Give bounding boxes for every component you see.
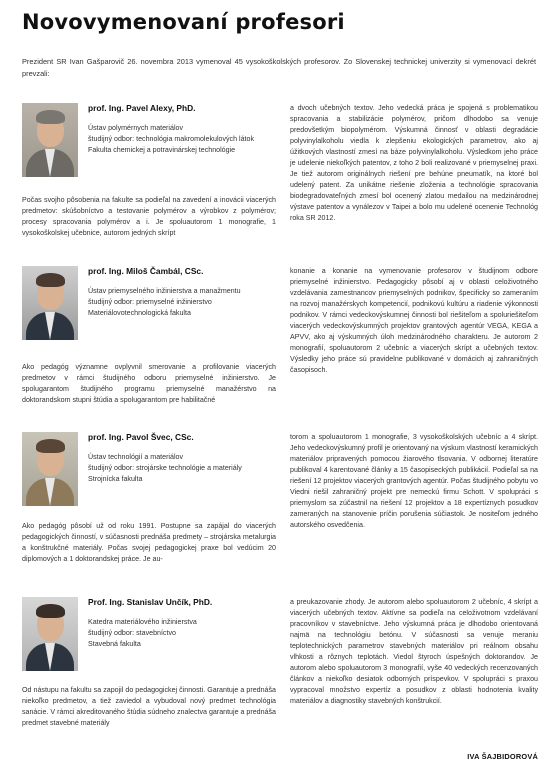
page-title: Novovymenovaní profesori bbox=[22, 10, 345, 34]
profile-name: Prof. Ing. Stanislav Unčík, PhD. bbox=[88, 597, 213, 607]
department: Ústav technológií a materiálov bbox=[88, 453, 184, 461]
profile-name: prof. Ing. Miloš Čambál, CSc. bbox=[88, 266, 204, 276]
faculty: Materiálovotechnologická fakulta bbox=[88, 308, 191, 317]
profile-text-left: Ako pedagóg pôsobí už od roku 1991. Postupne sa zapájal do viacerých pedagogických činností, v súčasnosti prednáša predmety – strojárska metalurgia a konštrukčné materiály. Počas svojej pedagogickej praxe bol vedúcim 20 diplomových a 1 doktorandskej práce. Je au- bbox=[22, 522, 276, 563]
author-credit: IVA ŠAJBIDOROVÁ bbox=[467, 752, 538, 761]
study-field: študijný odbor: stavebníctvo bbox=[88, 628, 176, 637]
portrait-photo bbox=[22, 597, 78, 671]
department: Ústav polymérnych materiálov bbox=[88, 124, 184, 132]
profile-name: prof. Ing. Pavel Alexy, PhD. bbox=[88, 103, 196, 113]
profile-section-svec bbox=[22, 432, 538, 582]
portrait-photo bbox=[22, 432, 78, 506]
profile-text-left: Od nástupu na fakultu sa zapojil do pedagogickej činnosti. Garantuje a prednáša niekoľko predmetov, a tiež zaviedol a vybudoval nový predmet technológia sanácie. V rámci akreditovaného štúdia súdneho znalectva garantuje a prednáša predmet stavebné materiály bbox=[22, 686, 276, 727]
study-field: študijný odbor: strojárske technológie a materiály bbox=[88, 463, 242, 472]
profile-section-uncik bbox=[22, 597, 538, 747]
profile-text-left: Počas svojho pôsobenia na fakulte sa podieľal na zavedení a inovácii viacerých predmetov: skúšobníctvo a testovanie polymérov a výrobkov z polymérov; procesy spracovania polymérov a i. Je spoluautorom 1 monografie, 1 vysokoškolskej učebnice, autorom jedných skrípt bbox=[22, 196, 276, 237]
portrait-photo bbox=[22, 103, 78, 177]
profile-section-cambal bbox=[22, 266, 538, 416]
department: Katedra materiálového inžinierstva bbox=[88, 618, 197, 626]
faculty: Stavebná fakulta bbox=[88, 639, 141, 648]
profile-affiliation bbox=[88, 286, 278, 318]
profile-section-alexy bbox=[22, 103, 538, 253]
profile-text-right: torom a spoluautorom 1 monografie, 3 vysokoškolských učebníc a 4 skrípt. Jeho vedeckovýskumný profil je orientovaný na výskum vlastností keramických materiálov pripravených pomocou žiarového tlsovania. V odbornej literatúre publikoval 4 karentované články a 15 časopiseckých publikácií. Podieľal sa na riešení 12 projektov viacerých grantových agentúr. Počas študijného pobytu vo Viedni riešil zahraničný projekt pre nemeckú firmu Schott. V spolupráci s priemyslom sa zúčastnil na riešení 12 projektov a 18 expertíznych posudkov zameraných na stanovenie príčin porušenia súčiastok. Je nositeľom jedného autorského osvedčenia. bbox=[290, 433, 538, 529]
portrait-photo bbox=[22, 266, 78, 340]
profile-affiliation bbox=[88, 452, 278, 484]
profile-name: prof. Ing. Pavol Švec, CSc. bbox=[88, 432, 194, 442]
study-field: študijný odbor: technológia makromolekulových látok bbox=[88, 134, 255, 143]
department: Ústav priemyselného inžinierstva a manažmentu bbox=[88, 287, 241, 295]
faculty: Fakulta chemickej a potravinárskej technológie bbox=[88, 145, 236, 154]
profile-text-left: Ako pedagóg významne ovplyvnil smerovanie a profilovanie viacerých predmetov v rámci študijného odboru priemyselné inžinierstvo. Je spolugarantom študijného programu priemyselné manažérstvo na doktorandskom stupni štúdia a spolugarantom pre habilitačné bbox=[22, 363, 276, 404]
profile-affiliation bbox=[88, 617, 278, 649]
profile-text-right: a preukazovanie zhody. Je autorom alebo spoluautorom 2 učebníc, 4 skrípt a viacerých učebných textov. Aktívne sa podieľa na celoživotnom vzdelávaní pracovníkov v stavebníctve. Jeho výskumná práca je dlhodobo orientovaná najmä na technológiu betónu. V súčasnosti sa venuje meraniu teplotechnických parametrov stavebných materiálov pri reálnom obsahu vlhkosti a rôznych teplotách. Viedol štyroch úspešných doktorandov. Je autorom alebo spoluautorom 3 monografií, vyše 40 vedeckých recenzovaných článkov a niekoľko desiatok odborných príspevkov. V spolupráci s praxou vypracoval množstvo expertíz a posudkov z oblasti hodnotenia kvality materiálov a diagnostiky stavebných konštrukcií. bbox=[290, 598, 538, 705]
faculty: Strojnícka fakulta bbox=[88, 474, 143, 483]
profile-text-right: a dvoch učebných textov. Jeho vedecká práca je spojená s problematikou spracovania a stabilizácie polymérov, pričom dlhodobo sa venuje predovšetkým biopolymérom. Výskumná činnosť v oblasti degradácie polyvinylalkoholu viedla k zlepšeniu ekologických parametrov, ako aj úžitkových vlastností zmesí na báze polyvinylalkoholu. Výsledkom jeho práce je udelenie niekoľkých patentov, z toho 2 boli realizované v priemyselnej praxi. Je tiež autorom originálnych riešení pre behúne pneumatík, na ktoré bol udelený patent. Za unikátne riešenie zloženia a technológie spracovania biodegradovateľných zmesí bol ocenený zlatou medailou na medzinárodnej výstave patentov a vynálezov v Taipei a bolo mu udelené ocenenie Technológ roka SR 2012. bbox=[290, 104, 538, 222]
profile-affiliation bbox=[88, 123, 278, 155]
profile-text-right: konanie a konanie na vymenovanie profesorov v študijnom odbore priemyselné inžinierstvo. Pedagogicky pôsobí aj v oblasti celoživotného vzdelávania zamestnancov priemyselných podnikov, špecificky so zameraním na rozvoj manažérskych kompetencií, podnikovú kultúru a riadenie výkonnosti podnikov. V rámci vedeckovýskumnej činnosti bol riešiteľom a spoluriešiteľom viacerých vedeckovýskumných projektov grantových agentúr VEGA, KEGA a APVV, ako aj výskumných úloh medzinárodného charakteru. Je autorom 2 monografií, spoluautorom 2 učebníc a viacerých skrípt a učebných textov. Výsledky jeho práce sú pravidelne publikované v domácich aj zahraničných časopisoch. bbox=[290, 267, 538, 374]
study-field: študijný odbor: priemyselné inžinierstvo bbox=[88, 297, 212, 306]
intro-paragraph: Prezident SR Ivan Gašparovič 26. novembra 2013 vymenoval 45 vysokoškolských profesorov. Zo Slovenskej technickej univerzity si vymenovací dekrét prevzali: bbox=[22, 57, 536, 78]
